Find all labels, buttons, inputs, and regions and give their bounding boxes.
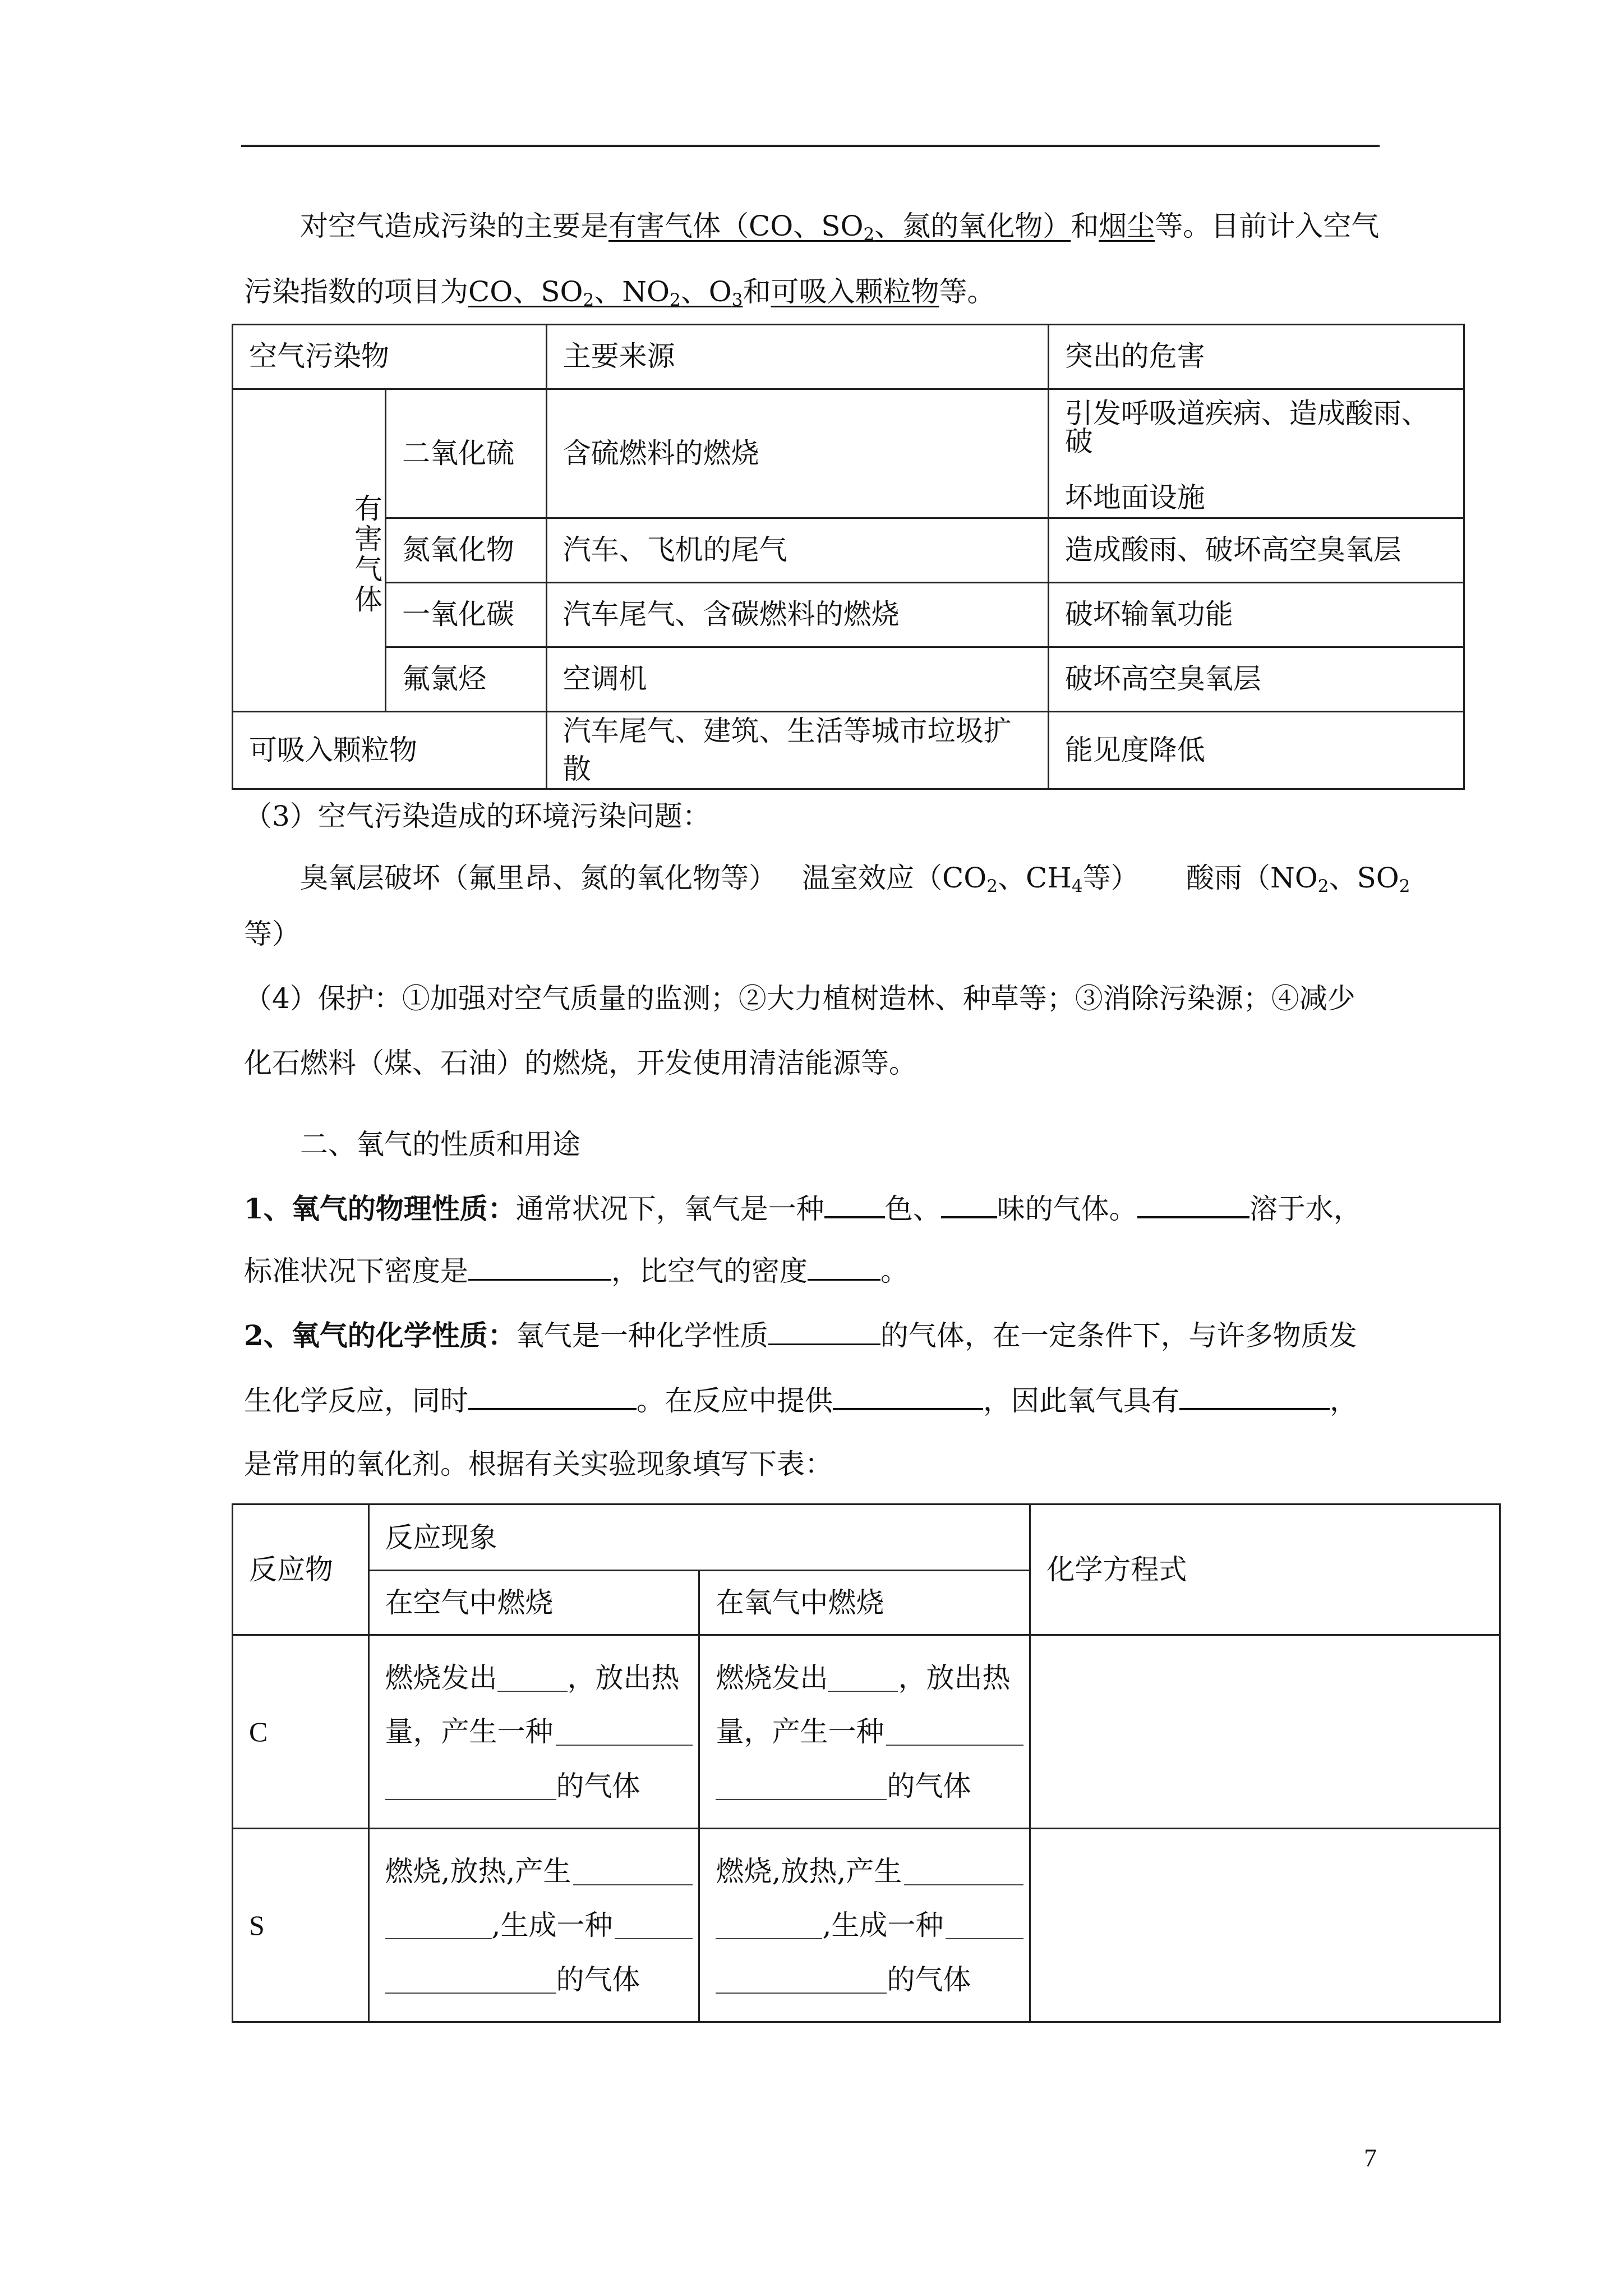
blank-gas-type[interactable]	[886, 1724, 1023, 1746]
blank-flame[interactable]	[573, 1864, 693, 1885]
chemical-properties-line-3: 是常用的氧化剂。根据有关实验现象填写下表：	[244, 1448, 833, 1480]
physical-properties-line-1: 1、氧气的物理性质：通常状况下，氧气是一种 色、 味的气体。 溶于水，	[244, 1192, 1362, 1225]
blank-property[interactable]	[1179, 1386, 1330, 1410]
reaction-table	[232, 1503, 1501, 2023]
header-source: 主要来源	[546, 325, 1048, 389]
blank-gas-type-cont[interactable]	[716, 1779, 887, 1800]
chemical-properties-line-1: 2、氧气的化学性质：氧气是一种化学性质 的气体，在一定条件下，与许多物质发	[244, 1319, 1357, 1352]
blank-gas-type[interactable]	[946, 1918, 1023, 1939]
pollutant-harm: 破坏高空臭氧层	[1048, 647, 1464, 712]
section3-title: （3）空气污染造成的环境污染问题：	[244, 800, 711, 832]
acid-rain-item-cont: 等）	[244, 918, 300, 950]
pollutant-harm: 引发呼吸道疾病、造成酸雨、破 坏地面设施	[1048, 389, 1464, 518]
intro-line-2	[244, 275, 995, 310]
blank-flame-cont[interactable]	[385, 1918, 492, 1939]
header-in-air: 在空气中燃烧	[368, 1571, 699, 1635]
intro-text: 和	[743, 275, 771, 308]
carbon-in-oxygen-cell: 燃烧发出 ，放出热 量，产生一种 的气体	[699, 1635, 1030, 1829]
blank-light[interactable]	[497, 1671, 568, 1692]
pollutant-name: 可吸入颗粒物	[233, 712, 547, 789]
header-rule	[241, 145, 1380, 147]
chemical-properties-line-2: 生化学反应，同时 。在反应中提供 ，因此氧气具有 ，	[244, 1384, 1358, 1417]
blank-simultaneous[interactable]	[468, 1386, 637, 1410]
pollutant-harm: 能见度降低	[1048, 712, 1464, 789]
section4-line-1: （4）保护：①加强对空气质量的监测；②大力植树造林、种草等；③消除污染源；④减少	[244, 982, 1355, 1015]
greenhouse-item: 温室效应（$CO_2$、$CH_4$等）	[802, 862, 1139, 896]
carbon-in-air-cell: 燃烧发出 ，放出热 量，产生一种 的气体	[368, 1635, 699, 1829]
header-harm: 突出的危害	[1048, 325, 1464, 389]
blank-color[interactable]	[824, 1194, 885, 1218]
sulfur-in-oxygen-cell: 燃烧,放热,产生 ,生成一种 的气体	[699, 1829, 1030, 2022]
intro-text: 等。	[939, 275, 995, 308]
header-equation: 化学方程式	[1030, 1504, 1500, 1635]
intro-text: 和	[1071, 210, 1099, 242]
physical-properties-line-2: 标准状况下密度是 ，比空气的密度 。	[244, 1255, 909, 1287]
pollutant-name: 氮氧化物	[386, 518, 547, 583]
blank-gas-type-cont[interactable]	[385, 1779, 556, 1800]
header-phenomenon: 反应现象	[368, 1504, 1030, 1571]
physical-properties-label: 1、氧气的物理性质：	[244, 1192, 516, 1225]
blank-gas-type[interactable]	[556, 1724, 693, 1746]
acid-rain-item: 酸雨（$NO_2$、$SO_2$	[1186, 862, 1410, 896]
pollutant-harm: 造成酸雨、破坏高空臭氧层	[1048, 518, 1464, 583]
blank-chemical-activity[interactable]	[768, 1321, 880, 1345]
pollutant-source: 汽车、飞机的尾气	[546, 518, 1048, 583]
blank-provides[interactable]	[833, 1386, 983, 1410]
particulates-underlined: 可吸入颗粒物	[771, 275, 939, 308]
blank-gas-type[interactable]	[615, 1918, 693, 1939]
section4-line-2: 化石燃料（煤、石油）的燃烧，开发使用清洁能源等。	[244, 1047, 917, 1079]
harmful-gases-underlined: 有害气体（CO、$SO_2$、氮的氧化物）	[608, 210, 1071, 245]
blank-light[interactable]	[828, 1671, 898, 1692]
blank-gas-type-cont[interactable]	[716, 1972, 887, 1994]
blank-gas-type-cont[interactable]	[385, 1972, 556, 1994]
chemical-properties-label: 2、氧气的化学性质：	[244, 1319, 516, 1352]
blank-smell[interactable]	[941, 1194, 997, 1218]
page-number: 7	[1364, 2143, 1377, 2172]
pollutant-harm: 破坏输氧功能	[1048, 583, 1464, 647]
blank-flame[interactable]	[904, 1864, 1023, 1885]
blank-density-compare[interactable]	[808, 1257, 880, 1281]
blank-solubility[interactable]	[1137, 1194, 1249, 1218]
intro-text: 污染指数的项目为	[244, 275, 468, 308]
intro-line-1	[300, 212, 1379, 243]
intro-text: 对空气造成污染的主要是	[300, 210, 608, 242]
blank-flame-cont[interactable]	[716, 1918, 822, 1939]
carbon-equation-cell[interactable]	[1030, 1635, 1500, 1829]
pollution-index-items: CO、$SO_2$、$NO_2$、$O_3$	[468, 275, 743, 310]
blank-density[interactable]	[468, 1257, 611, 1281]
pollutant-source: 含硫燃料的燃烧	[546, 389, 1048, 518]
pollutant-source: 汽车尾气、建筑、生活等城市垃圾扩散	[546, 712, 1048, 789]
ozone-item: 臭氧层破坏（氟里昂、氮的氧化物等）	[300, 862, 777, 894]
sulfur-in-air-cell: 燃烧,放热,产生 ,生成一种 的气体	[368, 1829, 699, 2022]
reactant-sulfur: S	[233, 1829, 369, 2022]
header-reactant: 反应物	[233, 1504, 369, 1635]
reactant-carbon: C	[233, 1635, 369, 1829]
part2-heading: 二、氧气的性质和用途	[300, 1128, 580, 1161]
header-pollutant: 空气污染物	[233, 325, 547, 389]
harmful-gas-group-label: 有害气体	[233, 389, 386, 712]
header-in-oxygen: 在氧气中燃烧	[699, 1571, 1030, 1635]
pollutant-source: 汽车尾气、含碳燃料的燃烧	[546, 583, 1048, 647]
pollutant-name: 氟氯烃	[386, 647, 547, 712]
pollutant-name: 一氧化碳	[386, 583, 547, 647]
pollutant-source: 空调机	[546, 647, 1048, 712]
pollution-table	[232, 324, 1465, 790]
intro-text: 等。目前计入空气	[1155, 210, 1380, 242]
sulfur-equation-cell[interactable]	[1030, 1829, 1500, 2022]
smoke-underlined: 烟尘	[1099, 210, 1155, 242]
pollutant-name: 二氧化硫	[386, 389, 547, 518]
